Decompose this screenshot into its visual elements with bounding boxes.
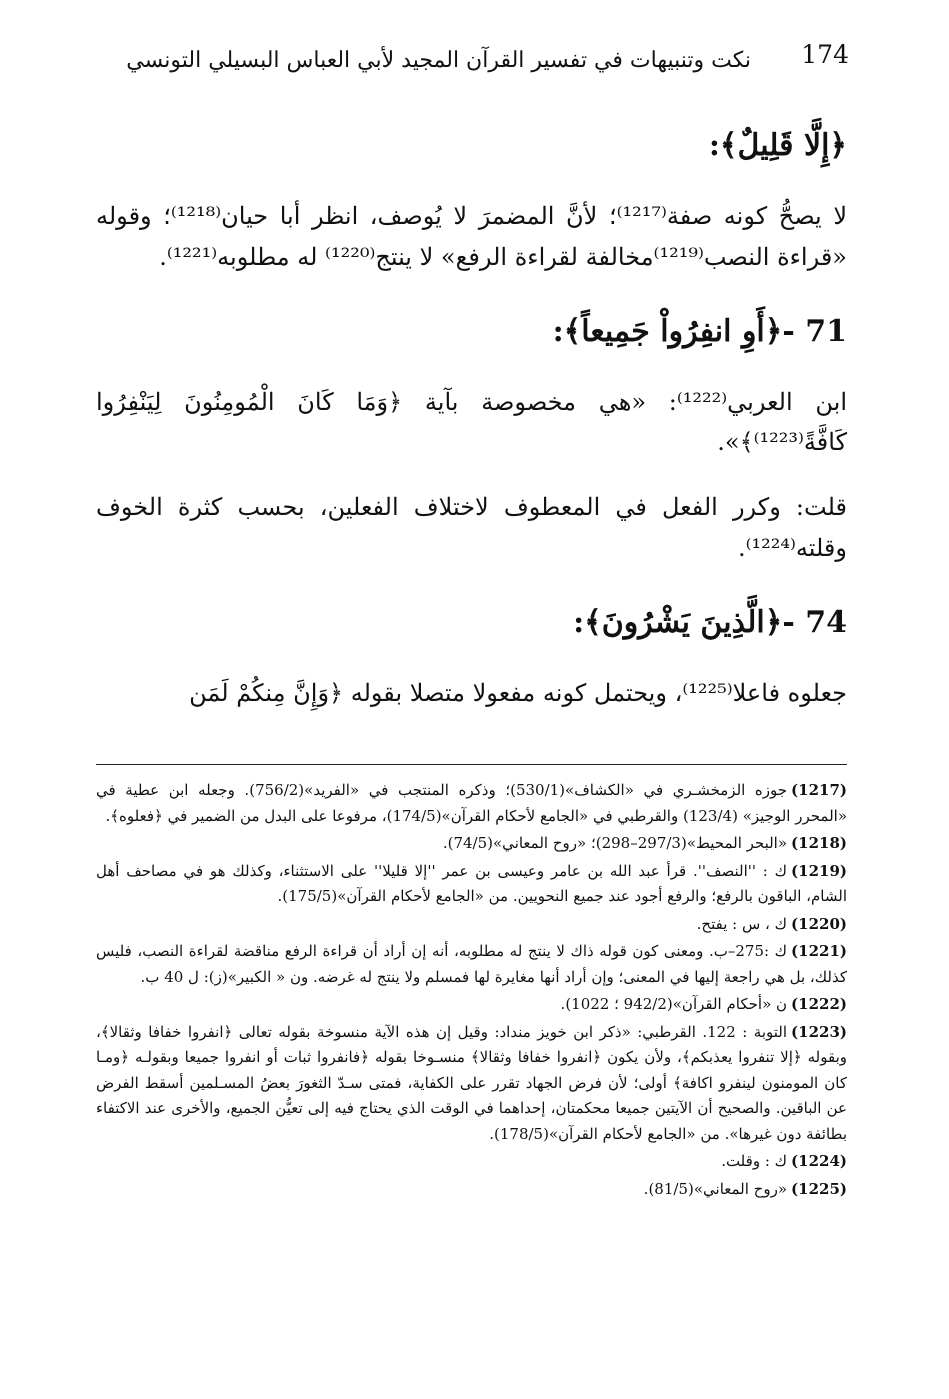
footnote-number: (1218) xyxy=(791,834,847,852)
section-heading: 74 -﴿الَّذِينَ يَشْرُونَ﴾: xyxy=(573,604,847,640)
footnote xyxy=(96,1020,847,1148)
footnote-text: ك : وقلت. xyxy=(721,1152,788,1170)
paragraph: قلت: وكرر الفعل في المعطوف لاختلاف الفعلين، بحسب كثرة الخوف وقلته⁽¹²²⁴⁾. xyxy=(96,493,848,562)
footnote-number: (1222) xyxy=(791,995,847,1013)
footnote xyxy=(96,939,847,990)
running-title: نكت وتنبيهات في تفسير القرآن المجيد لأبي العباس البسيلي التونسي xyxy=(126,48,751,73)
footnote-number: (1221) xyxy=(791,942,847,960)
main-text xyxy=(96,120,847,714)
footnote-text: «روح المعاني»(81/5). xyxy=(643,1179,788,1198)
footnote-number: (1219) xyxy=(791,861,847,880)
footnote-text: «البحر المحيط»(297/3–298)؛ «روح المعاني»(74/5). xyxy=(442,834,788,852)
footnote xyxy=(96,778,847,829)
section-heading: ﴿إِلَّا قَلِيلٌ﴾: xyxy=(708,128,847,163)
footnote-number: (1217) xyxy=(791,781,848,799)
footnote-separator xyxy=(96,764,847,765)
footnote-number: (1224) xyxy=(791,1152,847,1170)
footnote xyxy=(96,859,847,910)
page-number: 174 xyxy=(801,40,849,69)
footnote-number: (1223) xyxy=(791,1022,847,1041)
footnote-number: (1225) xyxy=(791,1179,847,1198)
footnote-text: ك :275–ب. ومعنى كون قوله ذاك لا ينتج له مطلوبه، أنه إن أراد أن قراءة الرفع مناقضة لقراءة النصب، فليس كذلك، بل هي راجعة إليها في المعنى؛ وإن أراد أنها مغايرة لها فمسلم ولا ينتج له غرضه. ون « الكبير»(ز): ل 40 ب. xyxy=(96,942,847,986)
footnote xyxy=(96,1149,847,1175)
footnote xyxy=(96,831,847,857)
paragraph: لا يصحُّ كونه صفة⁽¹²¹⁷⁾؛ لأنَّ المضمرَ لا يُوصف، انظر أبا حيان⁽¹²¹⁸⁾؛ وقوله «قراءة النصب⁽¹²¹⁹⁾مخالفة لقراءة الرفع» لا ينتج⁽¹²²⁰⁾ له مطلوبه⁽¹²²¹⁾. xyxy=(96,202,848,271)
footnote-text: التوبة : 122. القرطبي: «ذكر ابن خويز منداد: وقيل إن هذه الآية منسوخة بقوله تعالى ﴿انفروا خفافا وثقالا﴾، وبقوله ﴿إلا تنفروا يعذبكم﴾، ولأن يكون ﴿انفروا خفافا وثقالا﴾ منسـوخا بقوله ﴿فانفروا ثبات أو انفروا جميعا وبقولـه ﴿ومـا كان المومنون لينفرو اكافة﴾ أولى؛ لأن فرض الجهاد تقرر على الكفاية، فمتى سـدّ الثغورَ بعضُ المسـلمين أسقط الفرض عن الباقين. والصحيح أن الآيتين جميعا محكمتان، إحداهما في الوقت الذي يحتاج فيه إلى تعيُّن الجميع، والأخرى عند الاكتفاء بطائفة دون غيرها». من «الجامع لأحكام القرآن»(178/5). xyxy=(96,1022,847,1143)
footnote-text: ن «أحكام القرآن»(942/2 ؛ 1022). xyxy=(560,995,788,1013)
section-heading: 71 -﴿أَوِ انفِرُواْ جَمِيعاً﴾: xyxy=(552,313,847,349)
footnote-text: جوزه الزمخشـري في «الكشاف»(530/1)؛ وذكره المنتجب في «الفريد»(756/2). وجعله ابن عطية في «المحرر الوجيز» (123/4) والقرطبي في «الجامع لأحكام القرآن»(174/5)، مرفوعا على البدل من الضمير في ﴿فعلوه﴾. xyxy=(96,781,847,825)
footnotes xyxy=(96,778,847,1204)
footnote xyxy=(96,992,847,1018)
footnote xyxy=(96,912,847,938)
page-header xyxy=(90,38,849,88)
paragraph: جعلوه فاعلا⁽¹²²⁵⁾، ويحتمل كونه مفعولا متصلا بقوله ﴿وَإِنَّ مِنكُمْ لَمَن xyxy=(189,678,847,707)
footnote-number: (1220) xyxy=(791,914,847,933)
paragraph: ابن العربي⁽¹²²²⁾: «هي مخصوصة بآية ﴿وَمَا كَانَ الْمُومِنُونَ لِيَنْفِرُوا كَافَّةً⁽¹²²³⁾﴾». xyxy=(96,387,847,457)
footnote-text: ك ، س : يفتح. xyxy=(696,914,788,933)
footnote xyxy=(96,1177,847,1203)
footnote-text: ك : ''النصف''. قرأ عبد الله بن عامر وعيسى بن عمر ''إلا قليلا'' على الاستثناء، وكذلك هو في مصاحف أهل الشام، الباقون بالرفع؛ والرفع أجود عند جميع النحويين. من «الجامع لأحكام القرآن»(175/5). xyxy=(96,861,847,905)
